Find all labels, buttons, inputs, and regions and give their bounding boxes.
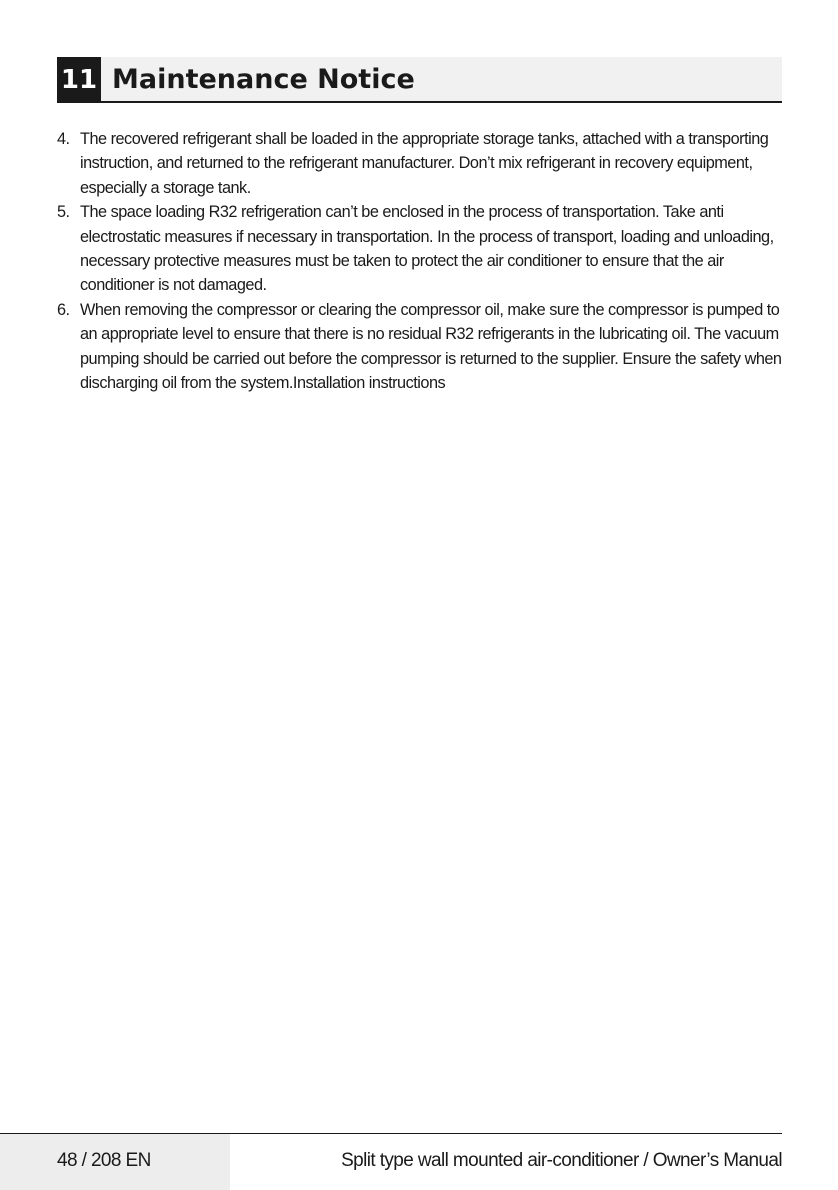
maintenance-list [57,127,782,395]
list-item-text: The space loading R32 refrigeration can’t be enclosed in the process of transportation. Take anti electrostatic measures if necessary in transportation. In the process of transport, loading and unloading, necessary protective measures must be taken to protect the air conditioner to ensure that the air conditioner is not damaged. [80,203,774,295]
list-item-text: When removing the compressor or clearing the compressor oil, make sure the compressor is pumped to an appropriate level to ensure that there is no residual R32 refrigerants in the lubricating oil. The vacuum pumping should be carried out before the compressor is returned to the supplier. Ensure the safety when discharging oil from the system.Installation instructions [80,300,782,393]
section-header [57,57,782,103]
document-title: Split type wall mounted air-conditioner / Owner’s Manual [341,1150,782,1171]
list-item [57,127,782,200]
list-item-number: 5. [57,203,70,222]
footer-divider [0,1133,782,1134]
list-item [57,200,782,298]
list-item-number: 6. [57,300,70,319]
section-title: Maintenance Notice [112,64,415,95]
page-number: 48 / 208 EN [57,1150,151,1171]
list-item [57,298,782,396]
list-item-text: The recovered refrigerant shall be loaded in the appropriate storage tanks, attached with a transporting instruction, and returned to the refrigerant manufacturer. Don’t mix refrigerant in recovery equipment, especially a storage tank. [80,130,769,197]
section-number: 11 [57,57,101,101]
list-item-number: 4. [57,130,70,148]
